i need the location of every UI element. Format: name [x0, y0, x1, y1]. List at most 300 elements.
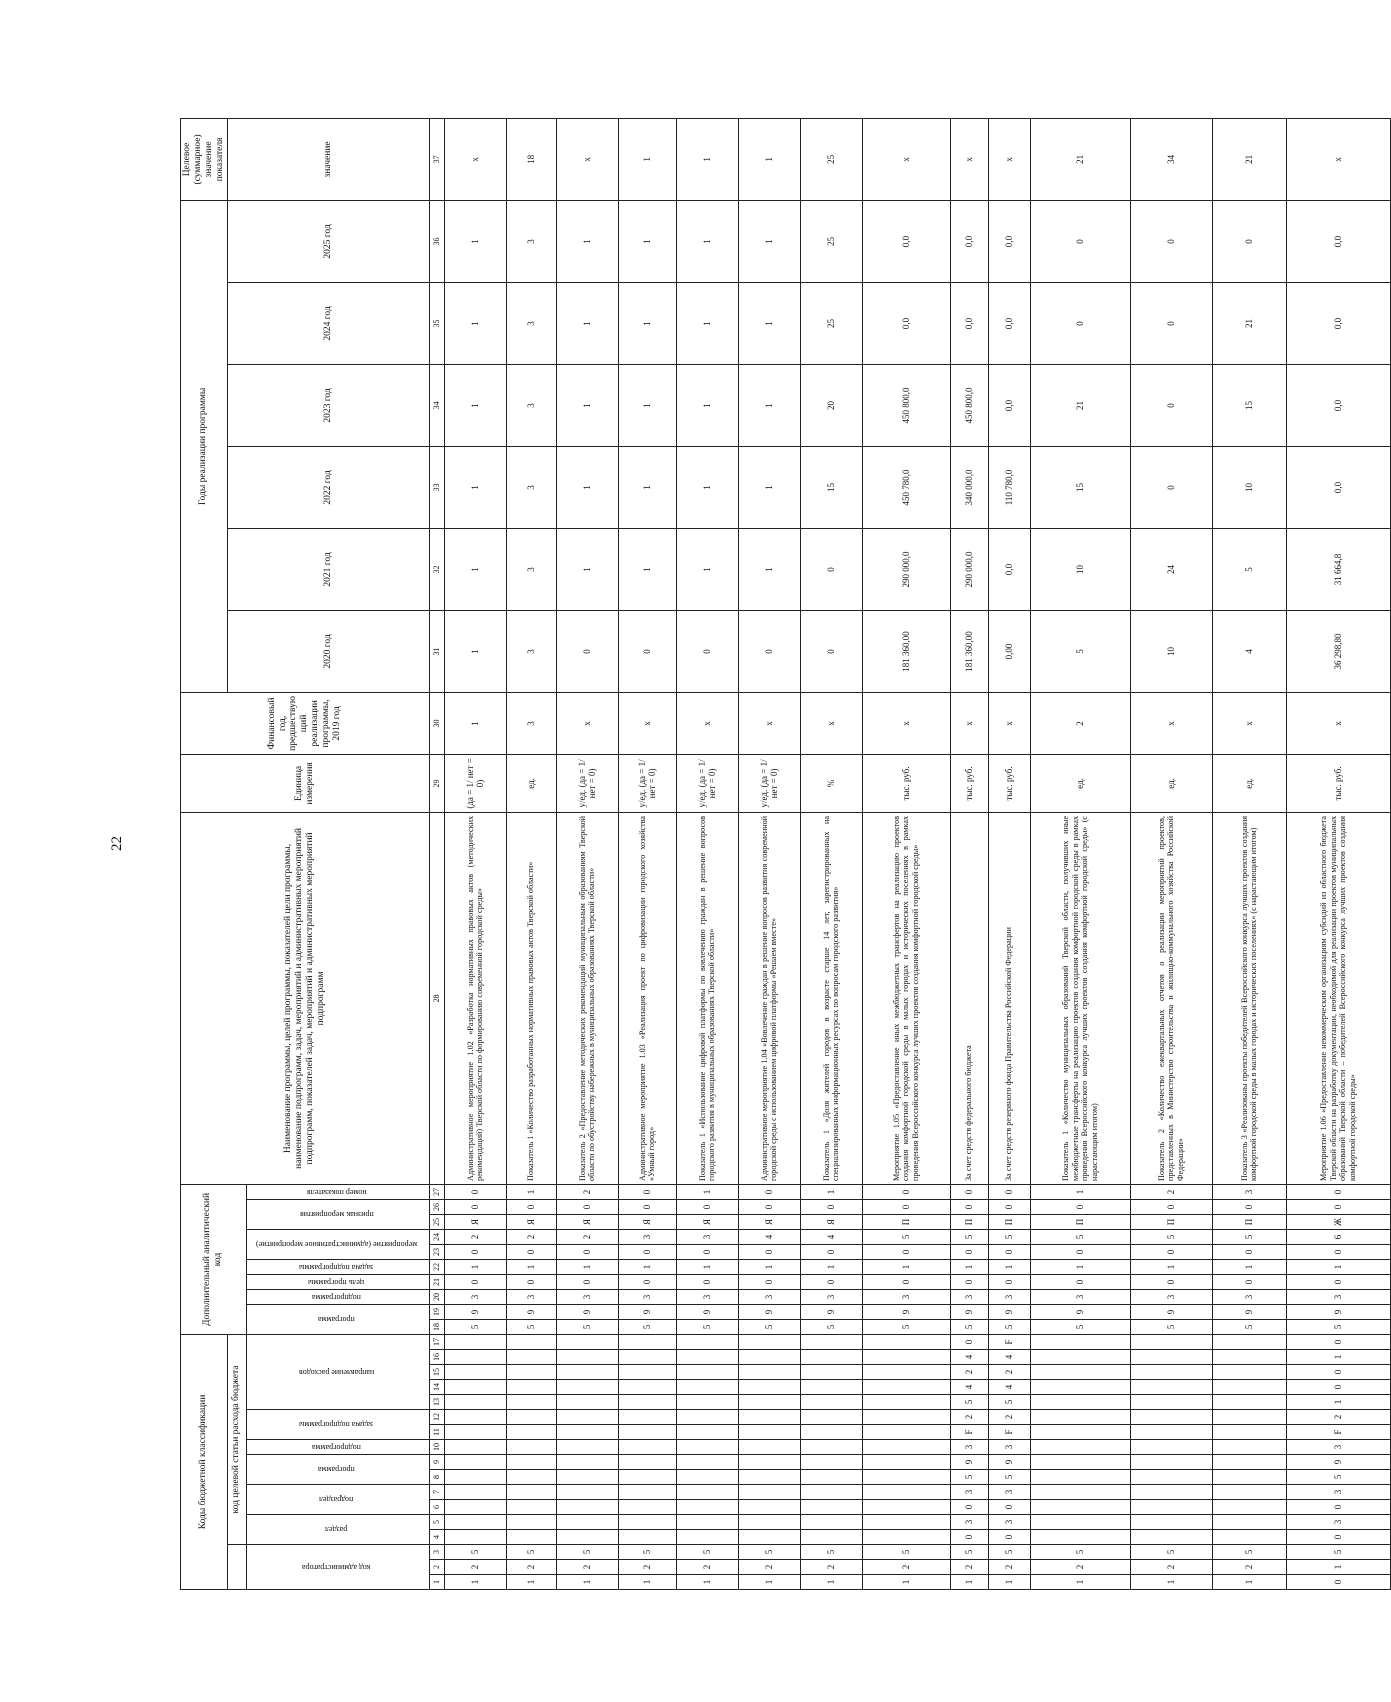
- code-cell: 3: [800, 1290, 862, 1305]
- code-cell: [862, 1530, 950, 1545]
- code-cell: 5: [950, 1230, 988, 1245]
- name-cell: Мероприятие 1.05 «Предоставление иных межбюджетных трансфертов на реализацию проектов создания комфортной городской среды в малых городах и исторических поселениях в рамках проведения Всероссийского конкурса лучших проектов создания комфортной городской среды»: [862, 812, 950, 1184]
- code-cell: [1130, 1515, 1212, 1530]
- target-value-cell: 21: [1030, 118, 1130, 200]
- code-cell: 1: [1130, 1260, 1212, 1275]
- code-cell: F: [988, 1335, 1030, 1350]
- code-cell: 1: [1286, 1560, 1390, 1575]
- code-cell: [444, 1455, 506, 1470]
- code-cell: 2: [862, 1560, 950, 1575]
- code-cell: [1130, 1485, 1212, 1500]
- blank-header: [227, 1545, 246, 1590]
- name-cell: За счет средств резервного фонда Правительства Российской Федерации: [988, 812, 1030, 1184]
- target-value-cell: 25: [800, 118, 862, 200]
- column-number: 25: [429, 1215, 444, 1230]
- code-cell: [618, 1425, 676, 1440]
- column-number: 10: [429, 1440, 444, 1455]
- code-cell: 1: [556, 1575, 618, 1590]
- code-cell: Я: [444, 1215, 506, 1230]
- table-row: [738, 118, 800, 1589]
- code-cell: 2: [556, 1184, 618, 1199]
- unit-cell: тыс. руб.: [1286, 754, 1390, 812]
- table-row: [444, 118, 506, 1589]
- value-2022-cell: 15: [1030, 446, 1130, 528]
- code-cell: 0: [862, 1275, 950, 1290]
- target-value-cell: х: [556, 118, 618, 200]
- table-row: [1286, 118, 1390, 1589]
- code-cell: [556, 1365, 618, 1380]
- code-cell: 5: [506, 1545, 556, 1560]
- code-cell: 0: [618, 1275, 676, 1290]
- value-2020-cell: 0: [556, 610, 618, 692]
- codes-group-header: Коды бюджетной классификации: [181, 1335, 228, 1590]
- code-cell: [556, 1515, 618, 1530]
- code-cell: 1: [556, 1260, 618, 1275]
- code-cell: [1212, 1500, 1286, 1515]
- value-2023-cell: 15: [1212, 364, 1286, 446]
- code-cell: 4: [988, 1380, 1030, 1395]
- value-2020-cell: 0: [676, 610, 738, 692]
- code-cell: [738, 1425, 800, 1440]
- code-cell: 0: [988, 1275, 1030, 1290]
- column-number: 31: [429, 610, 444, 692]
- fin-year-header: Финансовый год, предшествующий реализации программы, 2019 год: [181, 692, 430, 754]
- code-cell: 2: [988, 1410, 1030, 1425]
- code-cell: 1: [862, 1260, 950, 1275]
- code-cell: [556, 1455, 618, 1470]
- code-cell: 0: [1030, 1245, 1130, 1260]
- code-cell: П: [950, 1215, 988, 1230]
- column-number: 14: [429, 1380, 444, 1395]
- fin-year-cell: х: [1130, 692, 1212, 754]
- code-cell: [506, 1380, 556, 1395]
- code-cell: [1030, 1485, 1130, 1500]
- value-2023-cell: 450 800,0: [950, 364, 988, 446]
- code-cell: 0: [950, 1245, 988, 1260]
- code-cell: [676, 1365, 738, 1380]
- code-cell: 0: [1286, 1575, 1390, 1590]
- column-numbers-row: [429, 118, 444, 1589]
- code-cell: П: [1212, 1215, 1286, 1230]
- code-cell: [444, 1365, 506, 1380]
- code-cell: [556, 1335, 618, 1350]
- podrazdel-header: подраздел: [246, 1485, 429, 1515]
- code-cell: 0: [1286, 1335, 1390, 1350]
- code-cell: [1212, 1350, 1286, 1365]
- value-2024-cell: 1: [556, 282, 618, 364]
- code-cell: 0: [618, 1200, 676, 1215]
- code-cell: [800, 1395, 862, 1410]
- programma2-header: программа: [246, 1305, 429, 1335]
- code-cell: 0: [950, 1530, 988, 1545]
- code-cell: 0: [1286, 1530, 1390, 1545]
- code-cell: 0: [950, 1500, 988, 1515]
- table-row: [556, 118, 618, 1589]
- code-cell: [738, 1350, 800, 1365]
- code-cell: [618, 1440, 676, 1455]
- code-cell: [738, 1365, 800, 1380]
- code-cell: 9: [506, 1305, 556, 1320]
- column-number: 4: [429, 1530, 444, 1545]
- target-value-cell: 21: [1212, 118, 1286, 200]
- code-cell: [676, 1425, 738, 1440]
- column-number: 8: [429, 1470, 444, 1485]
- column-number: 28: [429, 812, 444, 1184]
- column-number: 1: [429, 1575, 444, 1590]
- code-cell: 6: [1286, 1230, 1390, 1245]
- code-cell: [1130, 1335, 1212, 1350]
- code-cell: 5: [1286, 1320, 1390, 1335]
- code-cell: [618, 1485, 676, 1500]
- podprogramma2-header: подпрограмма: [246, 1290, 429, 1305]
- code-cell: 9: [444, 1305, 506, 1320]
- code-cell: 3: [506, 1290, 556, 1305]
- code-cell: [800, 1500, 862, 1515]
- column-number: 15: [429, 1365, 444, 1380]
- value-2020-cell: 36 298,80: [1286, 610, 1390, 692]
- code-cell: [800, 1380, 862, 1395]
- value-2021-cell: 24: [1130, 528, 1212, 610]
- value-2021-cell: 5: [1212, 528, 1286, 610]
- code-cell: 4: [800, 1230, 862, 1245]
- nomer-pokazatelya-header: номер показателя: [246, 1184, 429, 1199]
- code-cell: [556, 1350, 618, 1365]
- column-number: 2: [429, 1560, 444, 1575]
- code-cell: [444, 1350, 506, 1365]
- code-cell: [800, 1425, 862, 1440]
- code-cell: [444, 1335, 506, 1350]
- napravlenie-header: направление расходов: [246, 1335, 429, 1410]
- code-cell: 2: [506, 1560, 556, 1575]
- code-cell: [556, 1410, 618, 1425]
- code-cell: [800, 1530, 862, 1545]
- year-2021-header: 2021 год: [227, 528, 429, 610]
- code-cell: [676, 1440, 738, 1455]
- code-cell: 5: [444, 1320, 506, 1335]
- code-cell: 5: [1212, 1320, 1286, 1335]
- code-cell: [676, 1395, 738, 1410]
- code-cell: [738, 1470, 800, 1485]
- value-2020-cell: 181 360,00: [862, 610, 950, 692]
- code-cell: [556, 1380, 618, 1395]
- code-cell: [1030, 1455, 1130, 1470]
- fin-year-cell: х: [676, 692, 738, 754]
- code-cell: 3: [988, 1485, 1030, 1500]
- unit-cell: у/ед. (да = 1/ нет = 0): [676, 754, 738, 812]
- code-cell: 0: [988, 1184, 1030, 1199]
- code-cell: 5: [950, 1320, 988, 1335]
- value-2020-cell: 4: [1212, 610, 1286, 692]
- code-cell: 1: [1030, 1575, 1130, 1590]
- code-cell: [676, 1335, 738, 1350]
- target-group-header: Целевое (суммарное) значение показателя: [181, 118, 228, 200]
- code-cell: [444, 1410, 506, 1425]
- code-cell: 1: [800, 1184, 862, 1199]
- code-cell: 1: [862, 1575, 950, 1590]
- code-cell: [1212, 1395, 1286, 1410]
- code-cell: [618, 1470, 676, 1485]
- value-2023-cell: 0: [1130, 364, 1212, 446]
- code-cell: 3: [862, 1290, 950, 1305]
- column-number: 16: [429, 1350, 444, 1365]
- page-number: 22: [109, 836, 125, 851]
- column-number: 23: [429, 1245, 444, 1260]
- value-2023-cell: 0,0: [1286, 364, 1390, 446]
- target-value-cell: 34: [1130, 118, 1212, 200]
- name-cell: Показатель 3 «Реализованы проекты победителей Всероссийского конкурса лучших проектов создания комфортной городской среды в малых городах и исторических поселениях» (с нарастающим итогом): [1212, 812, 1286, 1184]
- name-cell: Показатель 2 «Количество ежеквартальных отчетов о реализации мероприятий проектов, представленных в Министерство строительства и жилищно-коммунального хозяйства Российской Федерации»: [1130, 812, 1212, 1184]
- value-2020-cell: 10: [1130, 610, 1212, 692]
- code-cell: [1030, 1515, 1130, 1530]
- value-2021-cell: 290 000,0: [862, 528, 950, 610]
- code-cell: [862, 1395, 950, 1410]
- code-cell: 5: [1030, 1230, 1130, 1245]
- code-cell: 1: [1286, 1260, 1390, 1275]
- code-cell: [738, 1500, 800, 1515]
- code-cell: 5: [1030, 1320, 1130, 1335]
- code-cell: 3: [676, 1230, 738, 1245]
- code-cell: [738, 1485, 800, 1500]
- code-cell: [1030, 1470, 1130, 1485]
- code-cell: 2: [988, 1365, 1030, 1380]
- code-cell: 9: [1130, 1305, 1212, 1320]
- code-cell: 1: [444, 1260, 506, 1275]
- code-cell: 4: [950, 1350, 988, 1365]
- code-cell: 2: [950, 1560, 988, 1575]
- code-cell: 1: [950, 1260, 988, 1275]
- column-number: 34: [429, 364, 444, 446]
- name-cell: За счет средств федерального бюджета: [950, 812, 988, 1184]
- table-row: [1212, 118, 1286, 1589]
- column-number: 32: [429, 528, 444, 610]
- code-cell: [1030, 1395, 1130, 1410]
- name-cell: Административное мероприятие 1.04 «Вовлечение граждан в решение вопросов развития современной городской среды с использованием цифровой платформы «Решаем вместе»: [738, 812, 800, 1184]
- code-cell: 0: [676, 1245, 738, 1260]
- code-cell: [1030, 1380, 1130, 1395]
- value-2024-cell: 1: [618, 282, 676, 364]
- code-cell: 2: [1286, 1410, 1390, 1425]
- value-2022-cell: 340 000,0: [950, 446, 988, 528]
- code-cell: [556, 1530, 618, 1545]
- code-cell: 0: [556, 1275, 618, 1290]
- code-cell: [738, 1410, 800, 1425]
- code-cell: [506, 1410, 556, 1425]
- column-number: 20: [429, 1290, 444, 1305]
- code-cell: 5: [862, 1320, 950, 1335]
- code-cell: [862, 1470, 950, 1485]
- code-cell: Я: [556, 1215, 618, 1230]
- value-2022-cell: 1: [738, 446, 800, 528]
- column-number: 37: [429, 118, 444, 200]
- code-cell: 0: [618, 1245, 676, 1260]
- code-cell: [1030, 1350, 1130, 1365]
- code-cell: [1130, 1440, 1212, 1455]
- code-cell: [506, 1395, 556, 1410]
- code-cell: [1212, 1470, 1286, 1485]
- column-number: 22: [429, 1260, 444, 1275]
- code-cell: 0: [506, 1245, 556, 1260]
- value-2025-cell: 0: [1212, 200, 1286, 282]
- value-2021-cell: 31 664,8: [1286, 528, 1390, 610]
- fin-year-cell: х: [800, 692, 862, 754]
- code-cell: [676, 1530, 738, 1545]
- column-number: 19: [429, 1305, 444, 1320]
- code-cell: 2: [444, 1230, 506, 1245]
- unit-cell: тыс. руб.: [950, 754, 988, 812]
- column-number: 24: [429, 1230, 444, 1245]
- value-2024-cell: 0,0: [862, 282, 950, 364]
- value-2025-cell: 0,0: [862, 200, 950, 282]
- code-cell: 0: [506, 1200, 556, 1215]
- podprogramma-header: подпрограмма: [246, 1440, 429, 1455]
- table-row: [1130, 118, 1212, 1589]
- code-cell: F: [988, 1425, 1030, 1440]
- code-cell: [618, 1335, 676, 1350]
- code-cell: [800, 1440, 862, 1455]
- code-cell: [618, 1410, 676, 1425]
- value-2023-cell: 0,0: [988, 364, 1030, 446]
- code-cell: 2: [1030, 1560, 1130, 1575]
- value-2024-cell: 0: [1030, 282, 1130, 364]
- code-cell: 5: [676, 1320, 738, 1335]
- value-2025-cell: 0: [1130, 200, 1212, 282]
- code-cell: 9: [1286, 1455, 1390, 1470]
- value-2024-cell: 1: [738, 282, 800, 364]
- code-cell: 0: [1286, 1275, 1390, 1290]
- code-cell: [444, 1395, 506, 1410]
- value-2020-cell: 5: [1030, 610, 1130, 692]
- code-cell: [738, 1530, 800, 1545]
- code-cell: [618, 1365, 676, 1380]
- program-table: [180, 118, 1391, 1590]
- code-cell: 2: [800, 1560, 862, 1575]
- code-cell: 2: [506, 1230, 556, 1245]
- code-cell: [618, 1500, 676, 1515]
- code-cell: [1030, 1440, 1130, 1455]
- code-cell: 0: [1130, 1275, 1212, 1290]
- value-2025-cell: 1: [444, 200, 506, 282]
- code-cell: 0: [800, 1245, 862, 1260]
- code-cell: [862, 1365, 950, 1380]
- code-cell: 0: [444, 1245, 506, 1260]
- fin-year-cell: х: [618, 692, 676, 754]
- code-cell: 0: [618, 1184, 676, 1199]
- code-cell: 1: [800, 1260, 862, 1275]
- code-cell: 3: [1286, 1440, 1390, 1455]
- code-cell: [618, 1515, 676, 1530]
- code-cell: 9: [1286, 1305, 1390, 1320]
- code-cell: [862, 1335, 950, 1350]
- code-cell: 0: [1130, 1200, 1212, 1215]
- code-cell: [1212, 1335, 1286, 1350]
- code-cell: [800, 1515, 862, 1530]
- column-number: 30: [429, 692, 444, 754]
- code-cell: 4: [988, 1350, 1030, 1365]
- code-cell: 3: [988, 1515, 1030, 1530]
- code-cell: 3: [738, 1290, 800, 1305]
- code-cell: 4: [950, 1380, 988, 1395]
- code-cell: 5: [1130, 1545, 1212, 1560]
- code-cell: 0: [988, 1530, 1030, 1545]
- value-2023-cell: 1: [444, 364, 506, 446]
- value-2023-cell: 1: [676, 364, 738, 446]
- code-cell: [1130, 1530, 1212, 1545]
- value-2022-cell: 1: [556, 446, 618, 528]
- code-cell: [862, 1515, 950, 1530]
- code-cell: [506, 1485, 556, 1500]
- code-cell: 3: [950, 1485, 988, 1500]
- value-2024-cell: 0,0: [1286, 282, 1390, 364]
- header-row-1: [181, 118, 228, 1589]
- code-cell: [444, 1425, 506, 1440]
- value-2022-cell: 10: [1212, 446, 1286, 528]
- code-cell: [506, 1350, 556, 1365]
- fin-year-cell: 3: [506, 692, 556, 754]
- code-cell: [1130, 1425, 1212, 1440]
- name-cell: Административное мероприятие 1.03 «Реализация проект по цифровизации городского хозяйства «Умный город»: [618, 812, 676, 1184]
- target-article-header: код целевой статьи расхода бюджета: [227, 1335, 246, 1545]
- name-cell: Показатель 1 «Использование цифровой платформы по вовлечению граждан в решение вопросов городского развития в муниципальных образованиях Тверской области»: [676, 812, 738, 1184]
- code-cell: 1: [800, 1575, 862, 1590]
- code-cell: [1212, 1530, 1286, 1545]
- unit-cell: тыс. руб.: [862, 754, 950, 812]
- code-cell: [1212, 1380, 1286, 1395]
- code-cell: 9: [1030, 1305, 1130, 1320]
- code-cell: [506, 1470, 556, 1485]
- code-cell: [1212, 1425, 1286, 1440]
- code-cell: 0: [988, 1200, 1030, 1215]
- value-2025-cell: 25: [800, 200, 862, 282]
- code-cell: 0: [444, 1184, 506, 1199]
- rotated-table-wrapper: [180, 120, 1357, 1590]
- code-cell: Я: [506, 1215, 556, 1230]
- code-cell: [618, 1530, 676, 1545]
- priznak-header: признак мероприятия: [246, 1200, 429, 1230]
- value-2025-cell: 0: [1030, 200, 1130, 282]
- code-cell: 9: [988, 1455, 1030, 1470]
- code-cell: 2: [676, 1560, 738, 1575]
- value-2022-cell: 15: [800, 446, 862, 528]
- code-cell: 9: [800, 1305, 862, 1320]
- code-cell: 1: [950, 1575, 988, 1590]
- value-2022-cell: 450 780,0: [862, 446, 950, 528]
- code-cell: П: [988, 1215, 1030, 1230]
- value-2021-cell: 1: [738, 528, 800, 610]
- value-2024-cell: 0: [1130, 282, 1212, 364]
- code-cell: 9: [556, 1305, 618, 1320]
- code-cell: 3: [950, 1290, 988, 1305]
- razdel-header: раздел: [246, 1515, 429, 1545]
- code-cell: [1030, 1365, 1130, 1380]
- unit-cell: (да = 1/ нет = 0): [444, 754, 506, 812]
- code-cell: 5: [618, 1545, 676, 1560]
- target-value-cell: 1: [618, 118, 676, 200]
- code-cell: 5: [1130, 1230, 1212, 1245]
- code-cell: [444, 1500, 506, 1515]
- code-cell: 5: [676, 1545, 738, 1560]
- code-cell: 2: [950, 1365, 988, 1380]
- code-cell: 0: [556, 1245, 618, 1260]
- code-cell: [1130, 1410, 1212, 1425]
- code-cell: 5: [556, 1320, 618, 1335]
- code-cell: [556, 1485, 618, 1500]
- code-cell: [1130, 1470, 1212, 1485]
- code-cell: [1212, 1365, 1286, 1380]
- table-row: [676, 118, 738, 1589]
- target-value-cell: х: [988, 118, 1030, 200]
- value-2020-cell: 0: [738, 610, 800, 692]
- code-cell: 2: [738, 1560, 800, 1575]
